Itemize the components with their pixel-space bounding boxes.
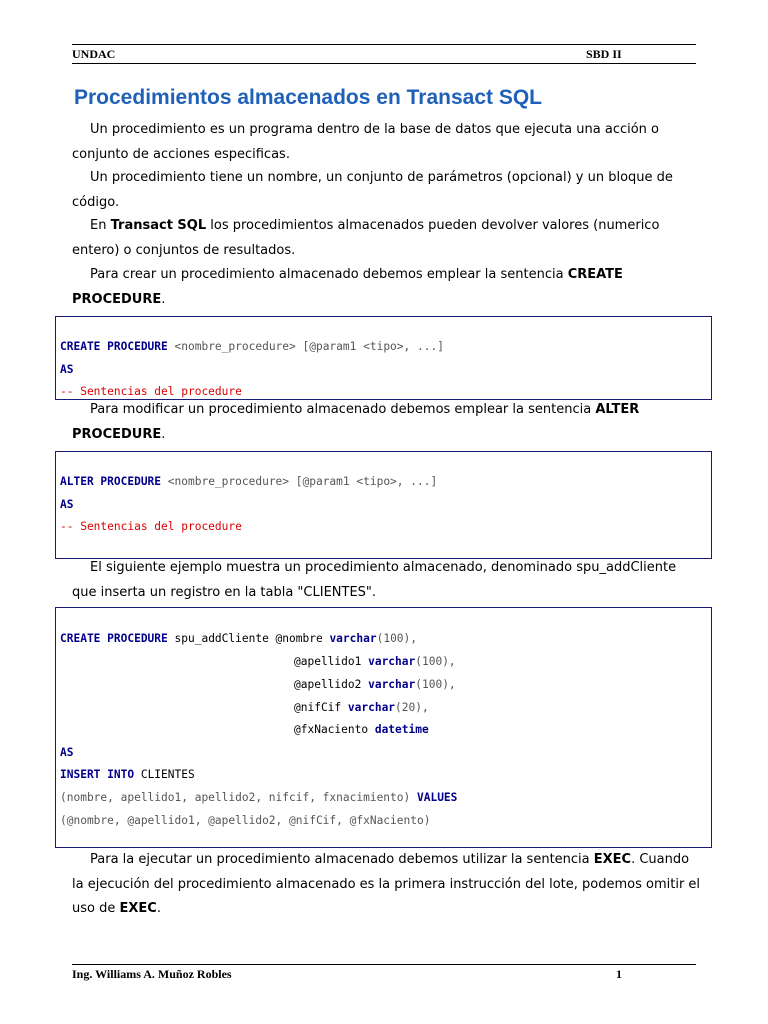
paragraph-4: Para crear un procedimiento almacenado debemos emplear la sentencia CREATE PROCEDURE. — [72, 267, 623, 307]
code-line: (nombre, apellido1, apellido2, nifcif, fxnacimiento) VALUES — [60, 791, 458, 804]
code-line: AS — [60, 498, 74, 511]
paragraph-1: Un procedimiento es un programa dentro de la base de datos que ejecuta una acción o conjunto de acciones especificas. — [72, 122, 660, 162]
code-line: CREATE PROCEDURE spu_addCliente @nombre varchar(100), — [60, 632, 418, 645]
code-line: AS — [60, 363, 74, 376]
paragraph-5: Para modificar un procedimiento almacenado debemos emplear la sentencia ALTER PROCEDURE. — [72, 402, 640, 442]
footer-author: Ing. Williams A. Muñoz Robles — [72, 967, 232, 981]
code-line: -- Sentencias del procedure — [60, 385, 242, 398]
code-line: CREATE PROCEDURE <nombre_procedure> [@param1 <tipo>, ...] — [60, 340, 444, 353]
header-right: SBD II — [586, 47, 622, 61]
code-line: AS — [60, 746, 74, 759]
code-line: @fxNaciento datetime — [294, 723, 429, 736]
code-line: @apellido2 varchar(100), — [294, 678, 456, 691]
code-line: (@nombre, @apellido1, @apellido2, @nifCif, @fxNaciento) — [60, 814, 431, 827]
code-line: INSERT INTO CLIENTES — [60, 768, 195, 781]
code-line: -- Sentencias del procedure — [60, 520, 242, 533]
page-title: Procedimientos almacenados en Transact SQL — [74, 86, 542, 109]
code-block-example — [55, 607, 712, 848]
paragraph-6: El siguiente ejemplo muestra un procedimiento almacenado, denominado spu_addCliente que inserta un registro en la tabla "CLIENTES". — [72, 560, 677, 600]
page-footer — [72, 964, 696, 983]
page-header — [72, 44, 696, 64]
code-line: @apellido1 varchar(100), — [294, 655, 456, 668]
paragraph-2: Un procedimiento tiene un nombre, un conjunto de parámetros (opcional) y un bloque de código. — [72, 170, 673, 210]
code-block-create — [55, 316, 712, 400]
paragraph-3: En Transact SQL los procedimientos almacenados pueden devolver valores (numerico entero) o conjuntos de resultados. — [72, 218, 660, 258]
header-left: UNDAC — [72, 47, 116, 61]
page-number: 1 — [616, 967, 622, 981]
paragraph-7: Para la ejecutar un procedimiento almacenado debemos utilizar la sentencia EXEC. Cuando la ejecución del procedimiento almacenado es la primera instrucción del lote, podemos omitir el uso de EXEC. — [72, 852, 701, 916]
code-block-alter — [55, 451, 712, 559]
code-line: ALTER PROCEDURE <nombre_procedure> [@param1 <tipo>, ...] — [60, 475, 438, 488]
code-line: @nifCif varchar(20), — [294, 701, 429, 714]
